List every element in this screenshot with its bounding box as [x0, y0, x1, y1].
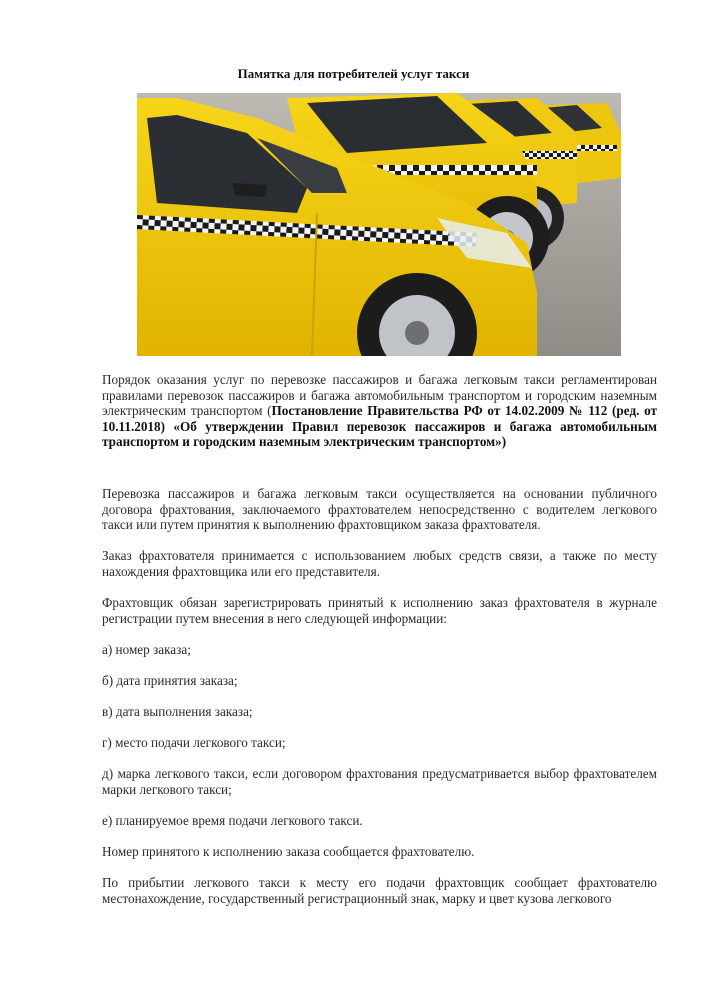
list-item-e: е) планируемое время подачи легкового такси.: [102, 813, 363, 828]
paragraph-order-number: Номер принятого к исполнению заказа сообщается фрахтователю.: [102, 844, 475, 859]
paragraph-charter: Перевозка пассажиров и багажа легковым такси осуществляется на основании публичного договора фрахтования, заключаемого фрахтователем непосредственно с водителем легкового такси или путем принятия к выполнению фрахтовщиком заказа фрахтователя.: [102, 486, 657, 532]
document-title: Памятка для потребителей услуг такси: [237, 66, 470, 81]
list-item-d: д) марка легкового такси, если договором фрахтования предусматривается выбор фрахтователем марки легкового такси;: [102, 766, 657, 797]
paragraph-order: Заказ фрахтователя принимается с использованием любых средств связи, а также по месту нахождения фрахтовщика или его представителя.: [102, 548, 657, 579]
paragraph-rules: [102, 372, 657, 450]
list-item-v: в) дата выполнения заказа;: [102, 704, 253, 719]
taxi-photo: [137, 93, 621, 356]
paragraph-registration: Фрахтовщик обязан зарегистрировать принятый к исполнению заказ фрахтователя в журнале регистрации путем внесения в него следующей информации:: [102, 595, 657, 626]
list-item-g: г) место подачи легкового такси;: [102, 735, 286, 750]
taxi-illustration: [137, 93, 621, 356]
paragraph-rules-text: Порядок оказания услуг по перевозке пассажиров и багажа легковым такси регламентирован правилами перевозок пассажиров и багажа автомобильным транспортом и городским наземным электрическим транспортом (: [102, 372, 657, 418]
paragraph-arrival: По прибытии легкового такси к месту его подачи фрахтовщик сообщает фрахтователю местонахождение, государственный регистрационный знак, марку и цвет кузова легкового: [102, 875, 657, 906]
list-item-a: а) номер заказа;: [102, 642, 191, 657]
list-item-b: б) дата принятия заказа;: [102, 673, 238, 688]
paragraph-rules-decree: Постановление Правительства РФ от 14.02.2009 № 112 (ред. от 10.11.2018) «Об утверждении Правил перевозок пассажиров и багажа автомобильным транспортом и городским наземным электрическим транспортом»): [102, 403, 657, 449]
